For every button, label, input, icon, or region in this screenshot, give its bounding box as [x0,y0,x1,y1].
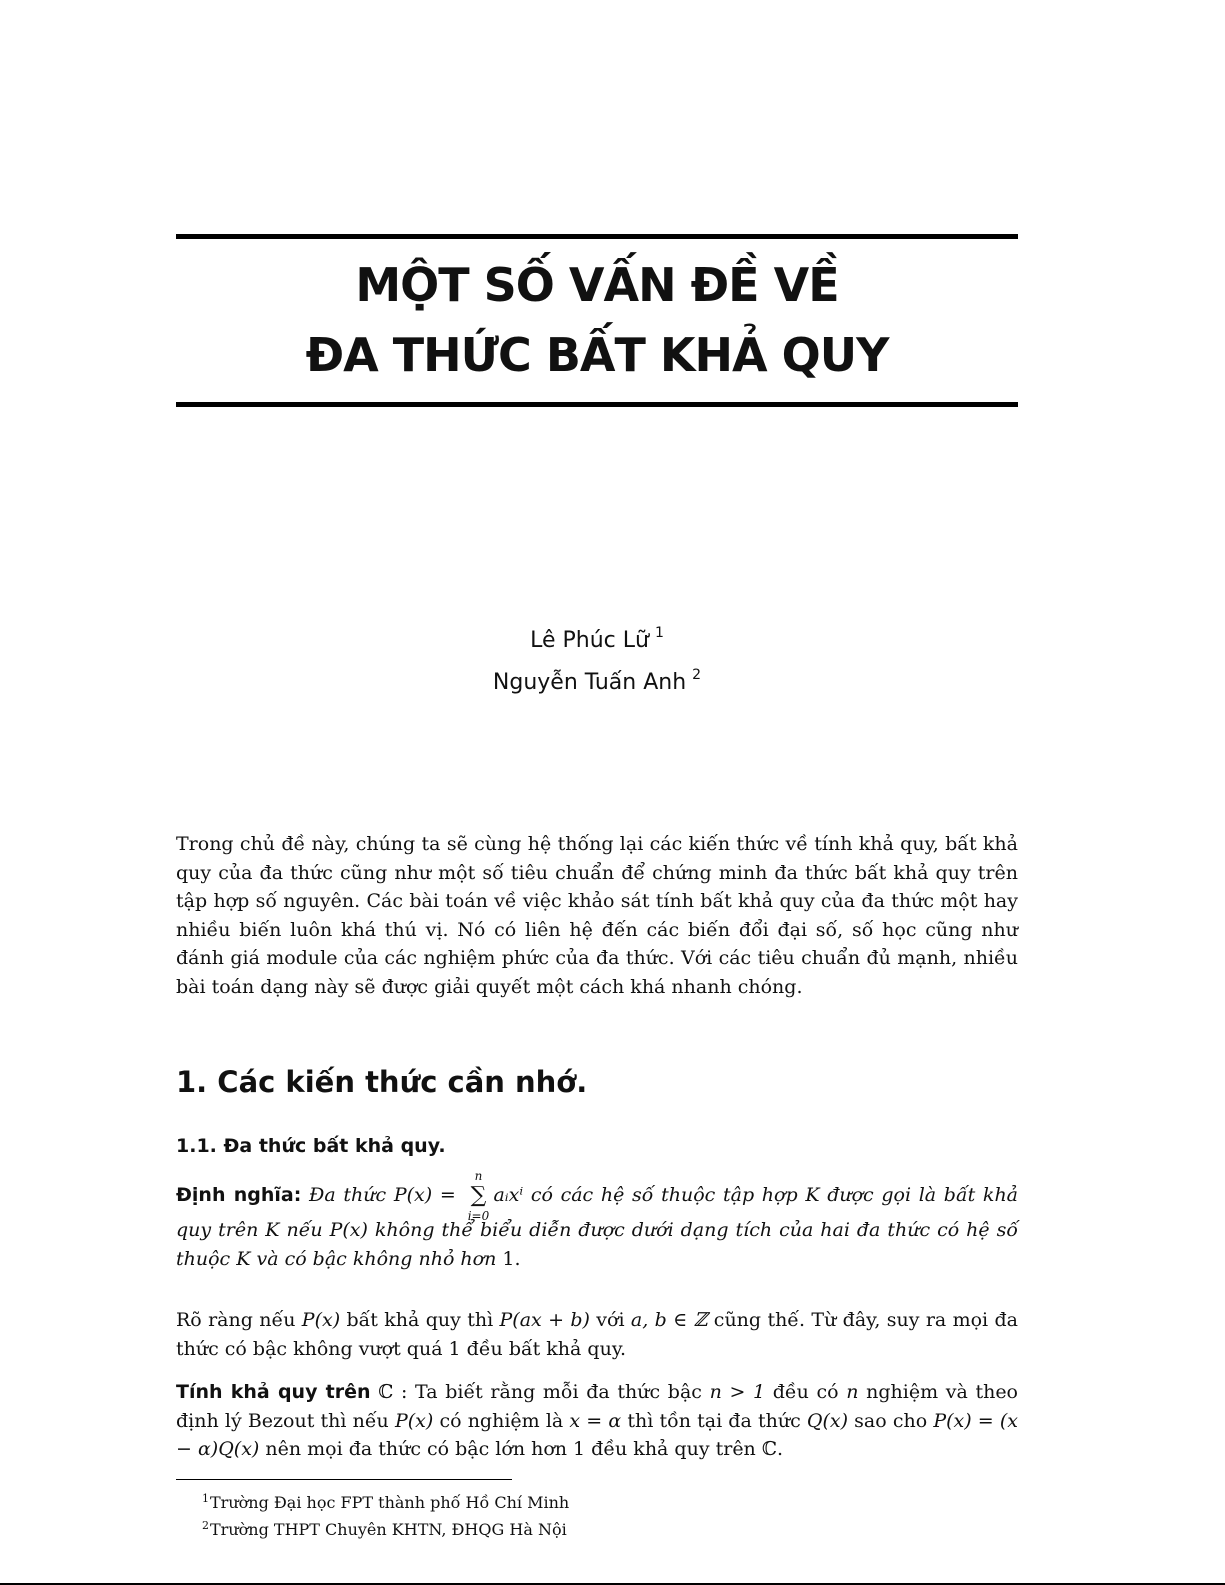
summation [465,1169,491,1223]
remark-text-c: với [589,1309,631,1331]
complex-text-b: đều có [765,1381,847,1403]
definition-label: Định nghĩa: [176,1184,302,1206]
complex-text-a: : Ta biết rằng mỗi đa thức bậc [393,1381,710,1403]
title-rule-top [176,234,1018,239]
remark-text-b: bất khả quy thì [340,1309,500,1331]
author-1-mark: 1 [654,625,664,641]
complex-text-d: có nghiệm là [433,1409,570,1432]
complex-label: Tính khả quy trên [176,1381,371,1403]
remark-px: P(x) [301,1309,341,1331]
complex-text-e: thì tồn tại đa thức [621,1409,807,1432]
page-title [176,250,1018,390]
complex-n: n [846,1381,859,1403]
complex-ngt1: n > 1 [709,1381,766,1403]
footnote-2-text: Trường THPT Chuyên KHTN, ĐHQG Hà Nội [210,1520,567,1539]
complex-qx: Q(x) [806,1409,848,1432]
complex-px: P(x) [394,1409,434,1432]
remark-text-a: Rõ ràng nếu [176,1309,302,1331]
sum-symbol: ∑ [470,1183,487,1208]
definition-text-1: Đa thức [309,1184,394,1206]
author-1-name: Lê Phúc Lữ [530,628,649,653]
footnote-1-mark: 1 [202,1492,209,1505]
definition-paragraph [176,1169,1019,1274]
complex-text-f: sao cho [848,1409,934,1432]
footnote-2 [202,1514,569,1541]
complex-text-c: nghiệm và theo định lý Bezout thì nếu [176,1381,1018,1432]
definition-one: 1. [502,1248,521,1270]
title-line-2: ĐA THỨC BẤT KHẢ QUY [305,328,889,382]
complex-xa: x = α [569,1409,622,1432]
sum-upper: n [474,1169,483,1183]
definition-px: P(x) = [393,1184,464,1206]
abstract: Trong chủ đề này, chúng ta sẽ cùng hệ thống lại các kiến thức về tính khả quy, bất khả quy của đa thức cũng như một số tiêu chuẩn để chứng minh đa thức bất khả quy trên tập hợp số nguyên. Các bài toán về việc khảo sát tính bất khả quy của đa thức một hay nhiều biến luôn khá thú vị. Nó có liên hệ đến các biến đổi đại số, số học cũng như đánh giá module của các nghiệm phức của đa thức. Với các tiêu chuẩn đủ mạnh, nhiều bài toán dạng này sẽ được giải quyết một cách khá nhanh chóng. [176,833,1018,998]
author-2-mark: 2 [692,667,702,683]
title-rule-bottom [176,402,1018,407]
authors [176,616,1018,700]
footnote-2-mark: 2 [202,1519,209,1532]
section-heading: 1. Các kiến thức cần nhớ. [176,1065,588,1099]
footnote-1-text: Trường Đại học FPT thành phố Hồ Chí Minh [210,1493,570,1512]
complex-field: ℂ [370,1381,394,1403]
remark-pax: P(ax + b) [499,1309,590,1331]
complex-eq: P(x) = (x − α)Q(x) [176,1409,1019,1461]
complex-paragraph [176,1378,1018,1464]
complex-text-g: nên mọi đa thức có bậc lớn hơn 1 đều khả quy trên ℂ. [259,1438,783,1461]
remark-ab: a, b ∈ ℤ [630,1309,708,1331]
author-1 [176,616,1018,658]
title-line-1: MỘT SỐ VẤN ĐỀ VỀ [355,258,839,312]
author-2 [176,658,1018,700]
definition-term: aᵢxⁱ [493,1184,524,1206]
sum-lower: i=0 [467,1209,490,1223]
footnote-1 [202,1487,569,1514]
author-2-name: Nguyễn Tuấn Anh [492,670,687,695]
remark-text-d: cũng thế. Từ đây, suy ra mọi đa thức có bậc không vượt quá 1 đều bất khả quy. [176,1309,1018,1360]
subsection-heading: 1.1. Đa thức bất khả quy. [176,1135,446,1157]
footnotes [202,1487,569,1541]
definition-text-2: có các hệ số thuộc tập hợp K được gọi là bất khả quy trên K nếu P(x) không thể biểu diễn được dưới dạng tích của hai đa thức có hệ số thuộc K và có bậc không nhỏ hơn [176,1184,1019,1270]
remark-paragraph [176,1306,1018,1363]
footnote-rule [176,1479,512,1480]
